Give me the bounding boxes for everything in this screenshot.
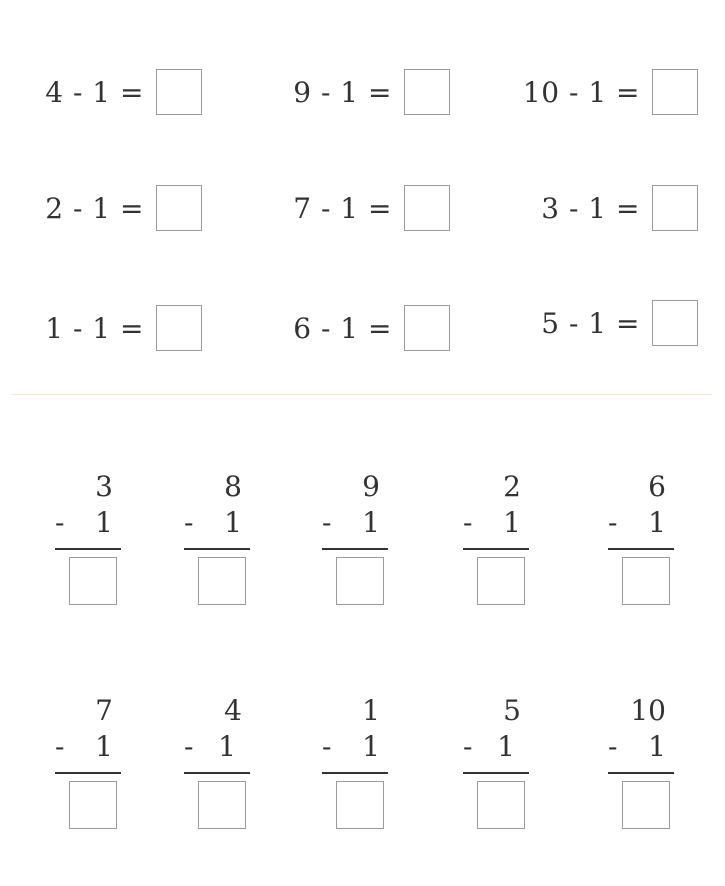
- answer-box[interactable]: [336, 781, 384, 829]
- subtrahend: 1: [503, 506, 521, 539]
- equation-text: 10 - 1 =: [522, 75, 640, 109]
- answer-box[interactable]: [652, 300, 698, 346]
- answer-box[interactable]: [477, 781, 525, 829]
- minuend: 2: [503, 470, 521, 503]
- minus-sign: -: [322, 730, 332, 763]
- equation-r2c1: [30, 183, 202, 233]
- minuend: 6: [648, 470, 666, 503]
- minus-sign: -: [55, 506, 65, 539]
- equation-r3c3: [500, 298, 698, 348]
- minuend: 3: [95, 470, 113, 503]
- answer-box[interactable]: [336, 557, 384, 605]
- sum-rule: [463, 772, 529, 774]
- minus-sign: -: [608, 730, 618, 763]
- answer-box[interactable]: [156, 69, 202, 115]
- equation-r2c3: [500, 183, 698, 233]
- minus-sign: -: [184, 506, 194, 539]
- subtrahend: 1: [218, 730, 236, 763]
- answer-box[interactable]: [652, 69, 698, 115]
- subtrahend: 1: [648, 730, 666, 763]
- subtrahend: 1: [648, 506, 666, 539]
- answer-box[interactable]: [404, 69, 450, 115]
- answer-box[interactable]: [198, 781, 246, 829]
- equation-text: 2 - 1 =: [45, 191, 144, 225]
- equation-r2c2: [270, 183, 450, 233]
- subtrahend: 1: [497, 730, 515, 763]
- answer-box[interactable]: [69, 781, 117, 829]
- minuend: 4: [224, 694, 242, 727]
- equation-text: 7 - 1 =: [293, 191, 392, 225]
- minus-sign: -: [463, 506, 473, 539]
- sum-rule: [55, 772, 121, 774]
- equation-r3c1: [30, 303, 202, 353]
- subtrahend: 1: [362, 730, 380, 763]
- answer-box[interactable]: [156, 185, 202, 231]
- minuend: 9: [362, 470, 380, 503]
- minus-sign: -: [322, 506, 332, 539]
- sum-rule: [184, 548, 250, 550]
- minus-sign: -: [463, 730, 473, 763]
- minuend: 10: [630, 694, 666, 727]
- sum-rule: [184, 772, 250, 774]
- subtrahend: 1: [95, 730, 113, 763]
- subtrahend: 1: [224, 506, 242, 539]
- sum-rule: [463, 548, 529, 550]
- equation-text: 4 - 1 =: [45, 75, 144, 109]
- sum-rule: [55, 548, 121, 550]
- minuend: 7: [95, 694, 113, 727]
- minus-sign: -: [55, 730, 65, 763]
- answer-box[interactable]: [652, 185, 698, 231]
- answer-box[interactable]: [156, 305, 202, 351]
- answer-box[interactable]: [198, 557, 246, 605]
- answer-box[interactable]: [404, 305, 450, 351]
- equation-r1c2: [270, 67, 450, 117]
- sum-rule: [322, 772, 388, 774]
- equation-text: 6 - 1 =: [293, 311, 392, 345]
- equation-text: 9 - 1 =: [293, 75, 392, 109]
- minuend: 1: [362, 694, 380, 727]
- equation-text: 5 - 1 =: [541, 306, 640, 340]
- sum-rule: [322, 548, 388, 550]
- subtrahend: 1: [95, 506, 113, 539]
- answer-box[interactable]: [69, 557, 117, 605]
- minus-sign: -: [608, 506, 618, 539]
- subtrahend: 1: [362, 506, 380, 539]
- sum-rule: [608, 548, 674, 550]
- answer-box[interactable]: [477, 557, 525, 605]
- equation-text: 1 - 1 =: [45, 311, 144, 345]
- equation-r1c3: [500, 67, 698, 117]
- answer-box[interactable]: [622, 781, 670, 829]
- minus-sign: -: [184, 730, 194, 763]
- equation-r1c1: [30, 67, 202, 117]
- section-divider: [12, 394, 712, 395]
- equation-text: 3 - 1 =: [541, 191, 640, 225]
- sum-rule: [608, 772, 674, 774]
- equation-r3c2: [270, 303, 450, 353]
- minuend: 8: [224, 470, 242, 503]
- answer-box[interactable]: [622, 557, 670, 605]
- answer-box[interactable]: [404, 185, 450, 231]
- minuend: 5: [503, 694, 521, 727]
